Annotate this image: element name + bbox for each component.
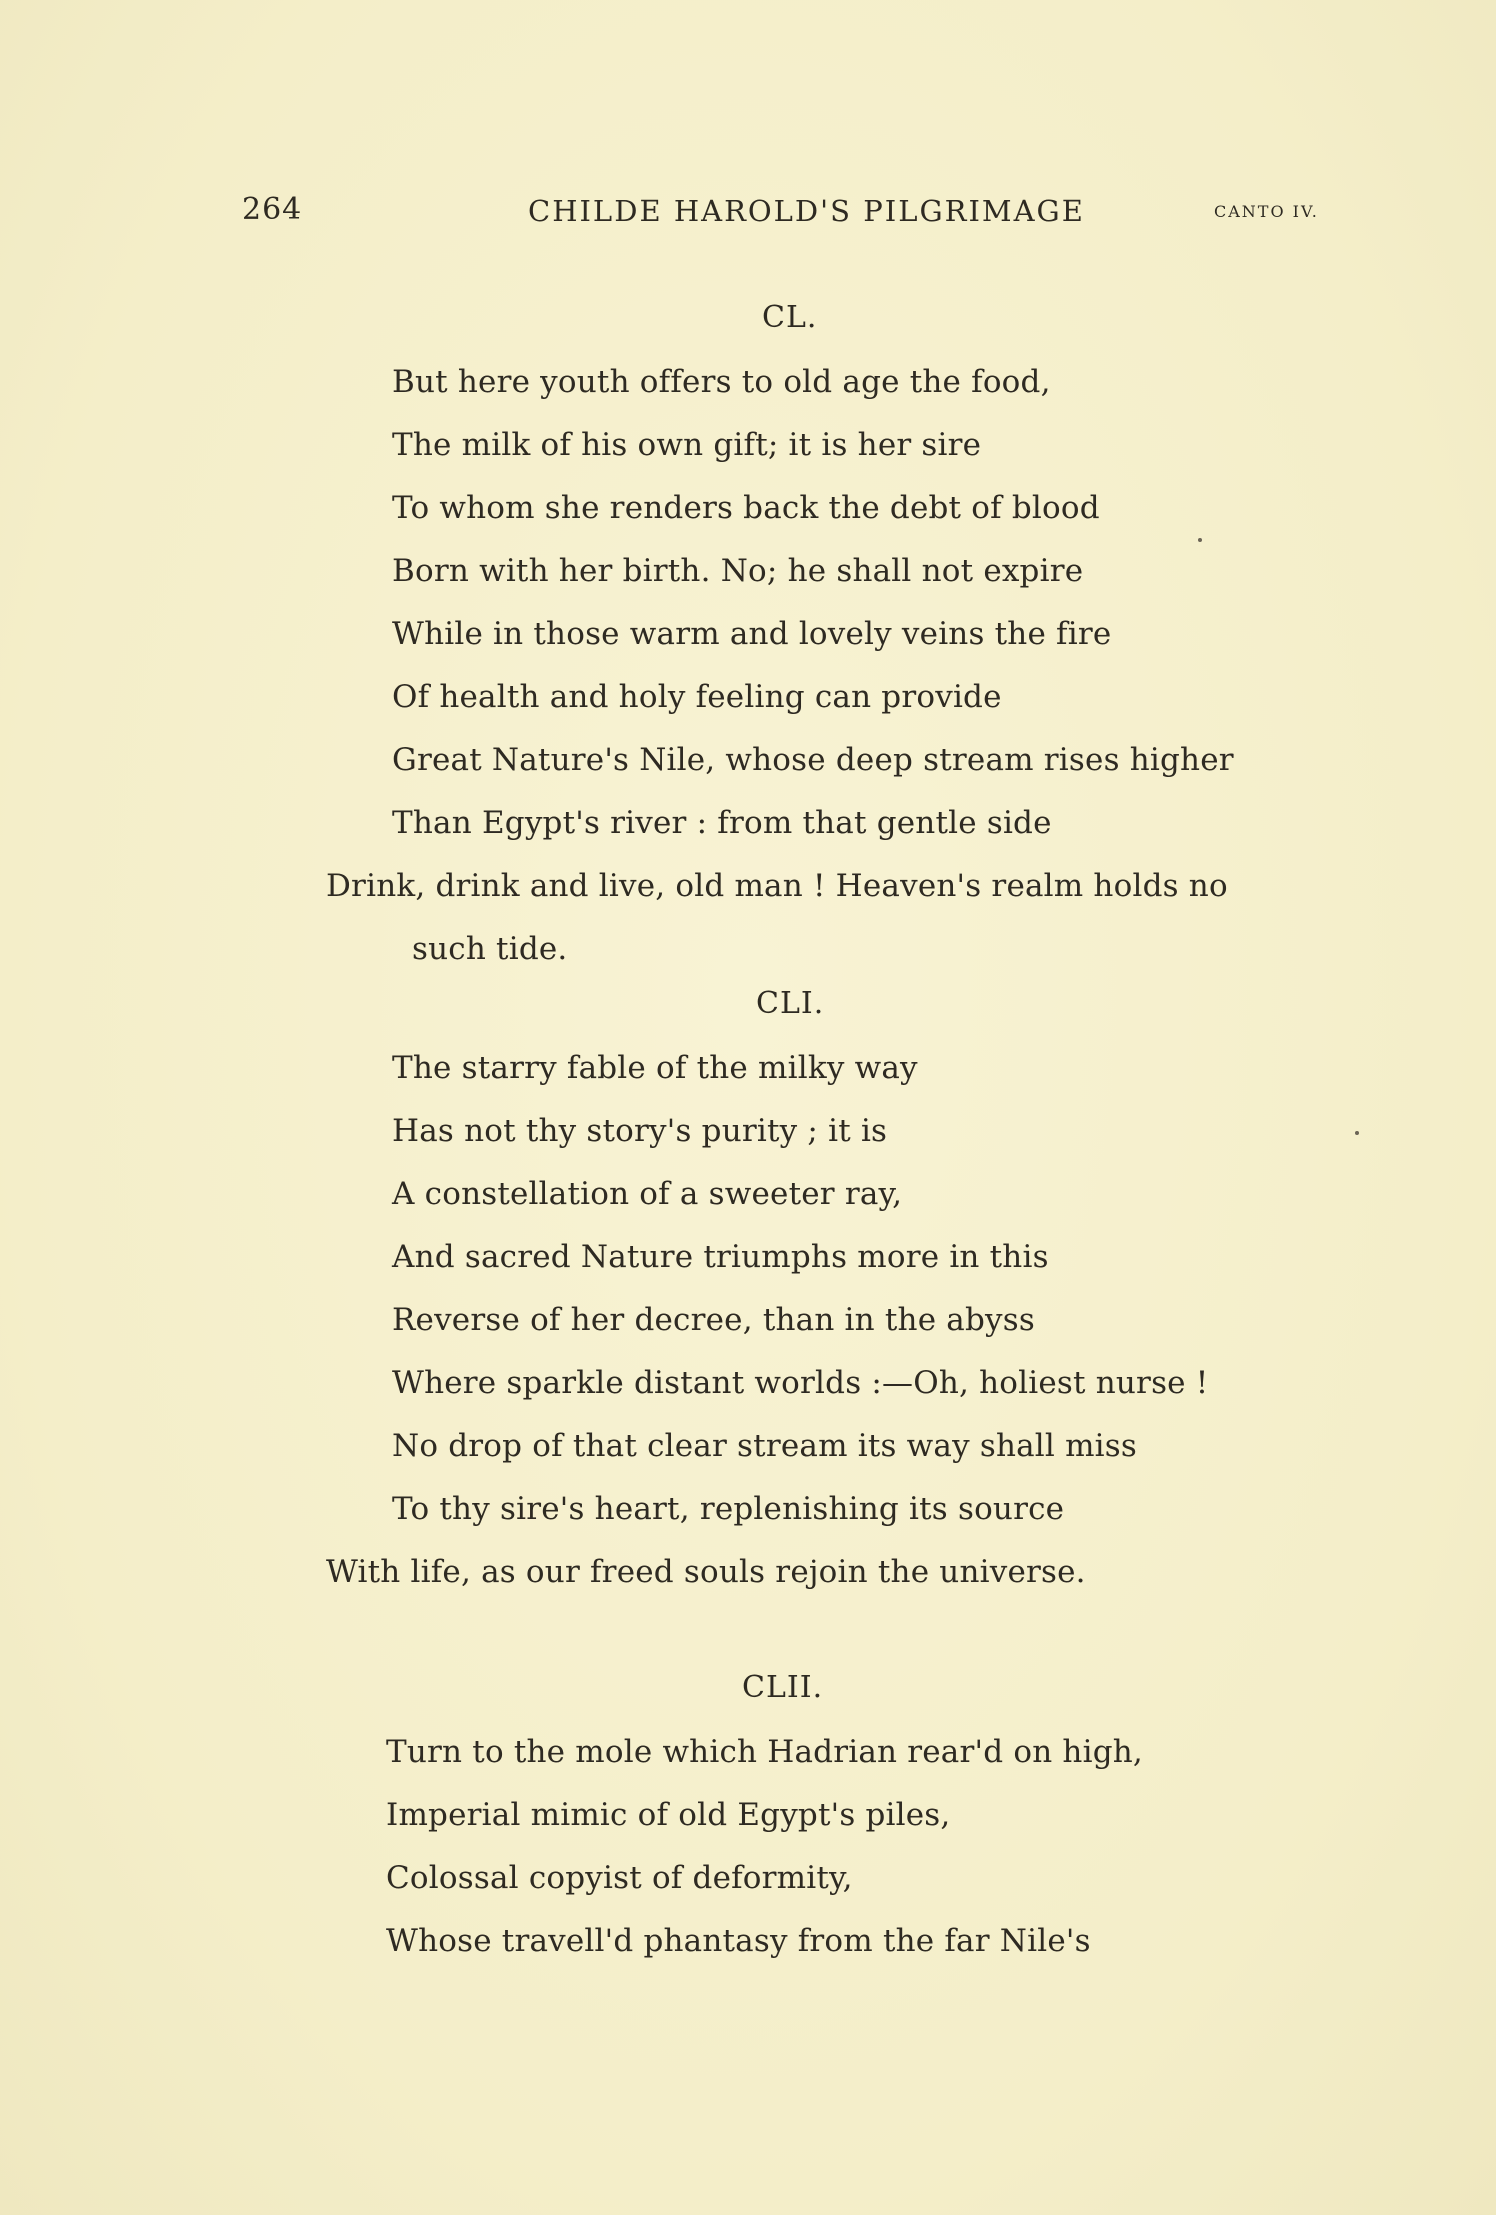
- verse-line: The milk of his own gift; it is her sire: [392, 427, 982, 463]
- verse-line: Great Nature's Nile, whose deep stream rises higher: [392, 742, 1234, 778]
- verse-line: Has not thy story's purity ; it is: [392, 1113, 888, 1149]
- page-number: 264: [242, 192, 303, 227]
- verse-line: The starry fable of the milky way: [392, 1050, 918, 1086]
- verse-line: Of health and holy feeling can provide: [392, 679, 1002, 715]
- verse-line: With life, as our freed souls rejoin the universe.: [326, 1554, 1086, 1590]
- canto-label: CANTO IV.: [1214, 202, 1319, 221]
- verse-line: Imperial mimic of old Egypt's piles,: [386, 1797, 951, 1833]
- stanza-number: CLI.: [756, 986, 825, 1021]
- stanza-number: CLII.: [742, 1670, 824, 1705]
- verse-line: Than Egypt's river : from that gentle side: [392, 805, 1052, 841]
- verse-line: And sacred Nature triumphs more in this: [392, 1239, 1049, 1275]
- running-title: CHILDE HAROLD'S PILGRIMAGE: [528, 194, 1085, 228]
- verse-line-continuation: such tide.: [412, 931, 568, 967]
- verse-line: Where sparkle distant worlds :—Oh, holiest nurse !: [392, 1365, 1209, 1401]
- print-speck: [1198, 538, 1202, 542]
- stanza-number: CL.: [762, 300, 818, 335]
- verse-line: To thy sire's heart, replenishing its source: [392, 1491, 1065, 1527]
- verse-line: Turn to the mole which Hadrian rear'd on high,: [386, 1734, 1143, 1770]
- verse-line: While in those warm and lovely veins the fire: [392, 616, 1112, 652]
- verse-line: But here youth offers to old age the food,: [392, 364, 1051, 400]
- verse-line: Drink, drink and live, old man ! Heaven's realm holds no: [326, 868, 1228, 904]
- page-header: [0, 192, 1496, 232]
- verse-line: Born with her birth. No; he shall not expire: [392, 553, 1084, 589]
- verse-line: To whom she renders back the debt of blood: [392, 490, 1100, 526]
- verse-line: Colossal copyist of deformity,: [386, 1860, 853, 1896]
- verse-line: No drop of that clear stream its way shall miss: [392, 1428, 1137, 1464]
- verse-line: Reverse of her decree, than in the abyss: [392, 1302, 1035, 1338]
- print-speck: [1355, 1131, 1359, 1135]
- verse-line: Whose travell'd phantasy from the far Nile's: [386, 1923, 1091, 1959]
- verse-line: A constellation of a sweeter ray,: [392, 1176, 903, 1212]
